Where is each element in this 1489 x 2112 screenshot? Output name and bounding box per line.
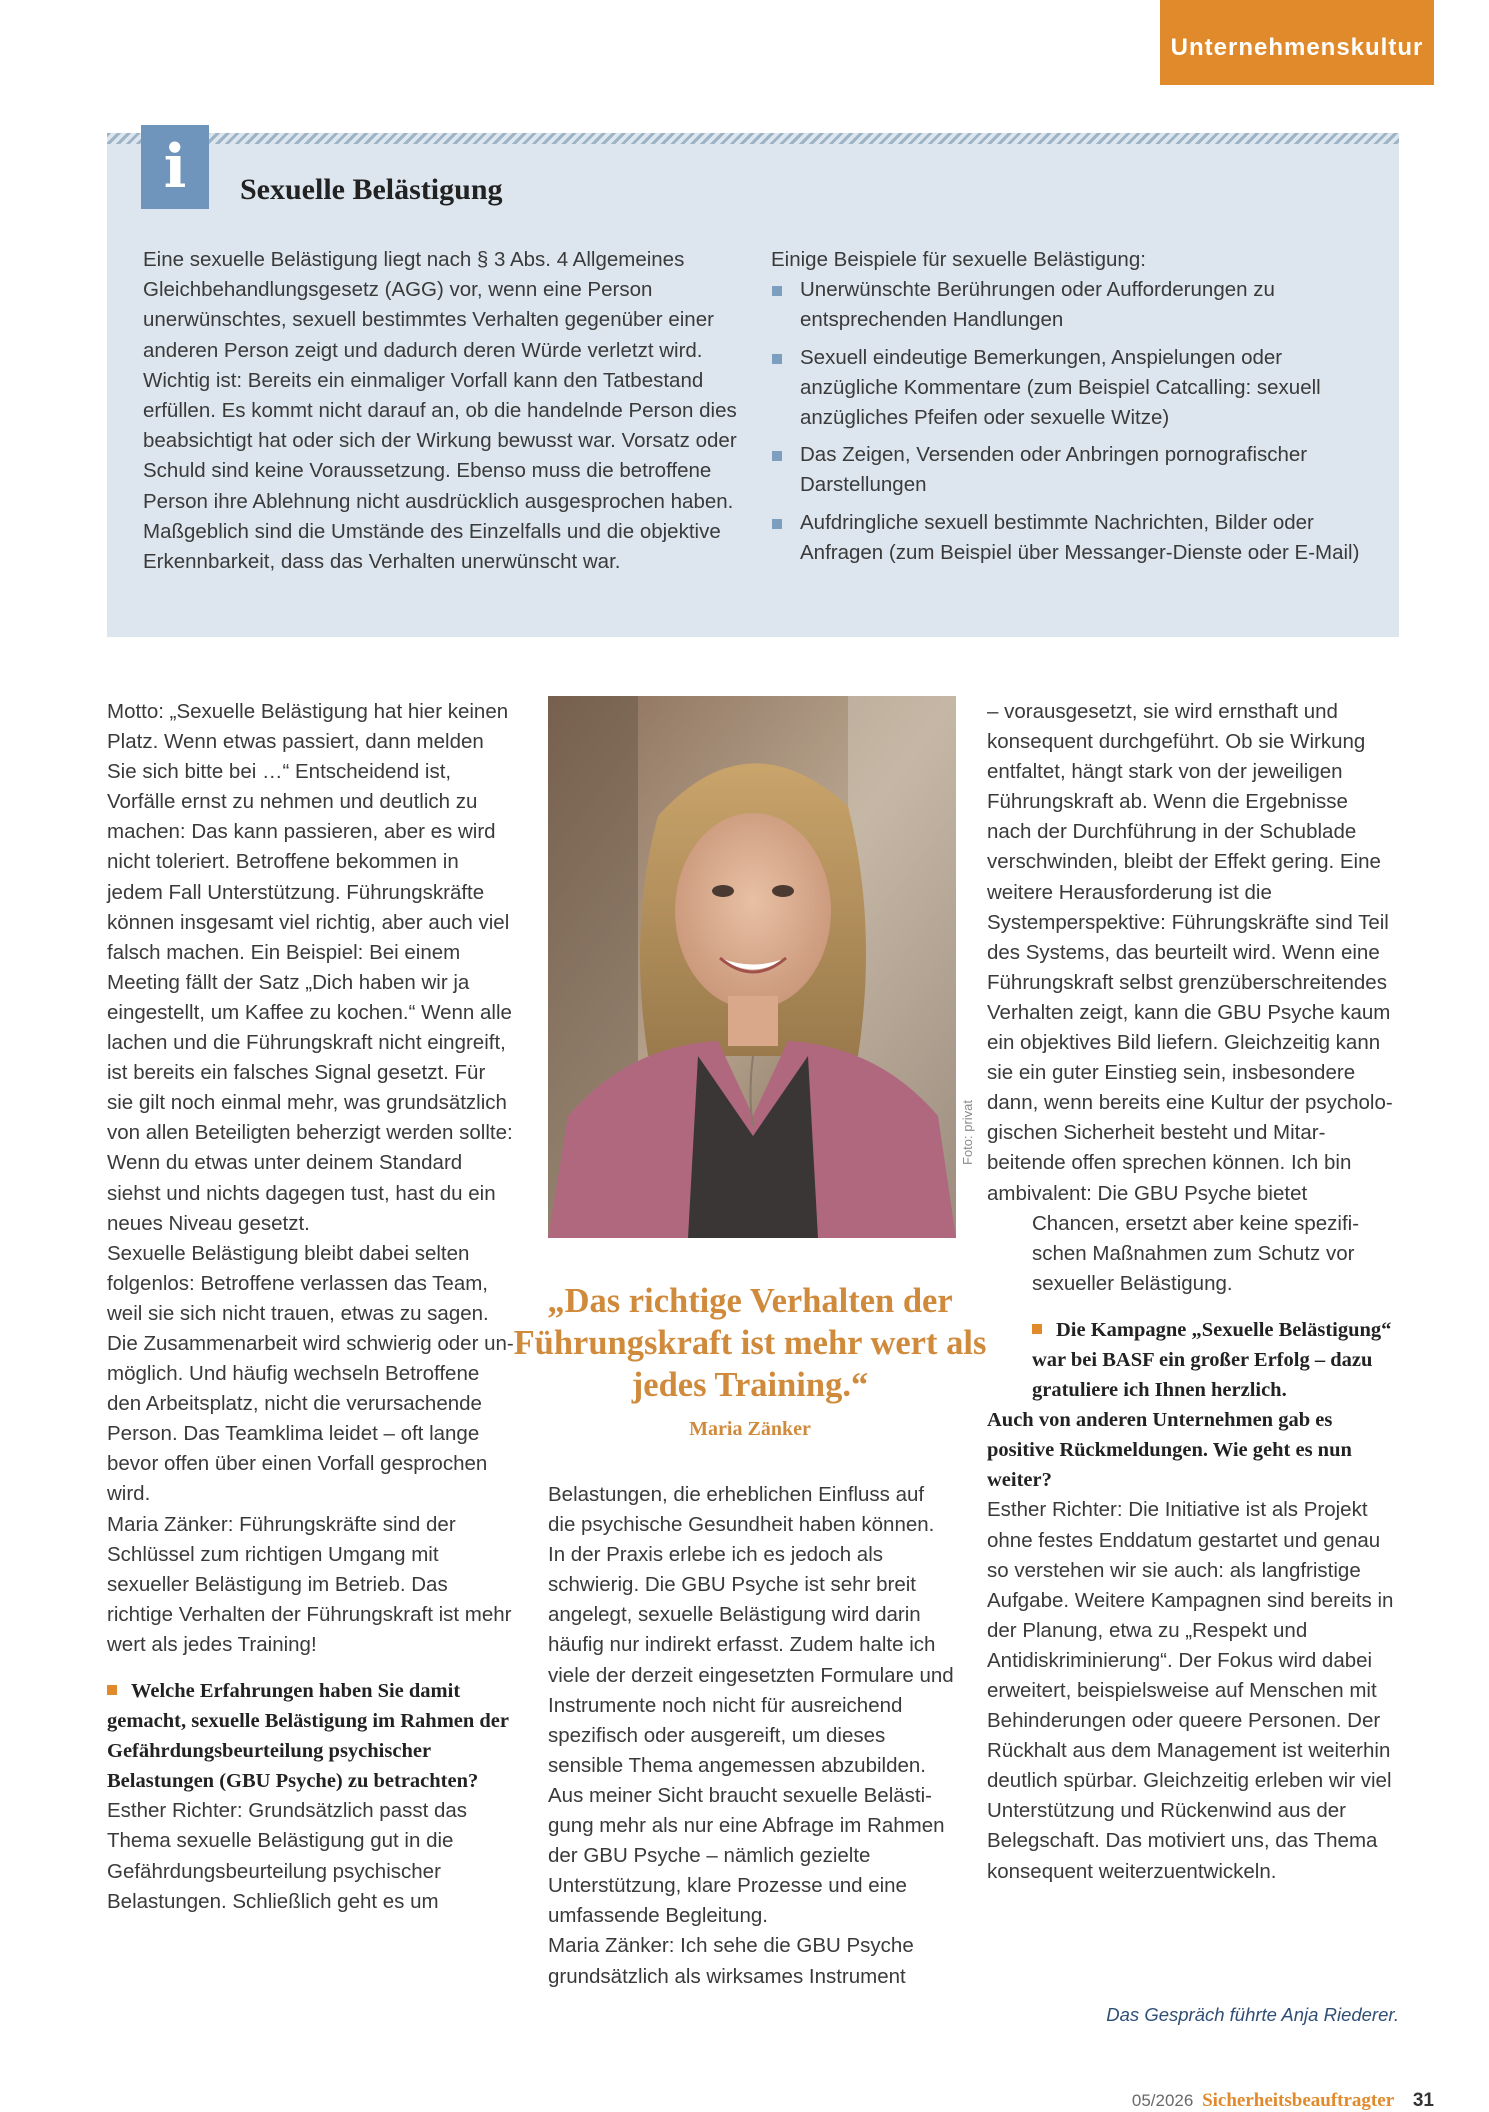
- article-column-3: [987, 697, 1395, 1887]
- paragraph: Maria Zänker: Ich sehe die GBU Psyche grundsätzlich als wirksames Instrument: [548, 1934, 914, 1988]
- paragraph: Motto: „Sexuelle Belästigung hat hier keinen Platz. Wenn etwas passiert, dann melden Sie sich bitte bei …“ Entscheidend ist, Vorfälle ernst zu nehmen und deutlich zu machen: Das kann passieren, aber es wird nicht toleriert. Betroffene bekommen in jedem Fall Unterstützung. Führungskräfte können insgesamt viel richtig, aber auch viel falsch machen. Ein Beispiel: Bei einem Meeting fällt der Satz „Dich haben wir ja eingestellt, um Kaffee zu kochen.“ Wenn alle lachen und die Führungskraft nicht eingreift, ist bereits ein falsches Signal gesetzt. Für sie gilt noch einmal mehr, was grundsätzlich von allen Beteiligten beherzigt werden sollte: Wenn du etwas unter deinem Standard siehst und nichts dagegen tust, hast du ein neues Niveau gesetzt.: [107, 700, 513, 1235]
- pull-quote-author: Maria Zänker: [689, 1418, 811, 1440]
- example-item: Unerwünschte Berührungen oder Aufforderungen zu entsprechenden Handlungen: [771, 275, 1371, 335]
- info-box: [107, 133, 1399, 637]
- paragraph: Sexuelle Belästigung bleibt dabei selten folgenlos: Betroffene verlassen das Team, weil sie sich nicht trauen, etwas zu sagen. Die Zusammenarbeit wird schwierig oder unmöglich. Und häufig wechseln Betroffene den Arbeitsplatz, nicht die verursachende Person. Das Teamklima leidet – oft lange bevor offen über einen Vorfall gesprochen wird.: [107, 1241, 514, 1506]
- photo-credit: Foto: privat: [960, 1099, 975, 1165]
- section-tag: Unternehmenskultur: [1160, 0, 1434, 85]
- paragraph: Chancen, ersetzt aber keine spezifischen Maßnahmen zum Schutz vor sexueller Belästigung.: [1032, 1211, 1360, 1295]
- interview-signature: Das Gespräch führte Anja Riederer.: [1106, 2004, 1399, 2025]
- interview-question: Welche Erfahrungen haben Sie damit gemacht, sexuelle Belästigung im Rahmen der Gefährdungsbeurteilung psychischer Belastungen (GBU Psyche) zu betrachten?: [107, 1680, 509, 1793]
- article-column-2: [548, 1480, 956, 1992]
- paragraph: Esther Richter: Die Initiative ist als Projekt ohne festes Enddatum gestartet und genau so verstehen wir sie auch: als langfristige Aufgabe. Weitere Kampagnen sind bereits in der Planung, etwa zu „Respekt und Antidiskriminierung“. Der Fokus wird dabei erweitert, beispielsweise auf Menschen mit Behinderungen oder queere Personen. Der Rückhalt aus dem Management ist weiterhin deutlich spürbar. Gleichzeitig erleben wir viel Unterstützung und Rückenwind aus der Belegschaft. Das motiviert uns, das Thema konsequent weiterzuentwickeln.: [987, 1498, 1394, 1883]
- pull-quote: „Das richtige Verhalten der Führungskraft ist mehr wert als jedes Training.“: [513, 1282, 987, 1404]
- bullet-square-icon: [772, 519, 782, 529]
- paragraph: Belastungen, die erheblichen Einfluss auf die psychische Gesundheit haben können. In der Praxis erlebe ich es jedoch als schwierig. Die GBU Psyche ist sehr breit angelegt, sexuelle Belästigung wird darin häufig nur indirekt erfasst. Zudem halte ich viele der derzeit eingesetzten Formulare und Instrumente noch nicht für ausreichend spezifisch oder ausgereift, um dieses sensible Thema angemessen abzubilden. Aus meiner Sicht braucht sexuelle Belästigung mehr als nur eine Abfrage im Rahmen der GBU Psyche – nämlich gezielte Unterstützung, klare Prozesse und eine umfassende Begleitung.: [548, 1483, 954, 1928]
- examples-list: [771, 275, 1371, 568]
- info-box-examples: [771, 245, 1371, 575]
- interview-question: Die Kampagne „Sexuelle Belästigung“ war bei BASF ein großer Erfolg – dazu gratuliere ich Ihnen herzlich. Auch von anderen Unternehmen gab es positive Rückmeldungen. Wie geht es nun weiter?: [987, 1318, 1392, 1492]
- question-marker-icon: [1032, 1324, 1042, 1334]
- bullet-square-icon: [772, 354, 782, 364]
- paragraph: Esther Richter: Grundsätzlich passt das Thema sexuelle Belästigung gut in die Gefährdungsbeurteilung psychischer Belastungen. Schließlich geht es um: [107, 1799, 468, 1913]
- example-item: Das Zeigen, Versenden oder Anbringen pornografischer Darstellungen: [771, 440, 1371, 500]
- info-box-definition: Eine sexuelle Belästigung liegt nach § 3 Abs. 4 Allgemeines Gleichbehandlungsgesetz (AGG) vor, wenn eine Person unerwünschtes, sexuell bestimmtes Verhalten gegenüber einer anderen Person zeigt und dadurch deren Würde verletzt wird. Wichtig ist: Bereits ein einmaliger Vorfall kann den Tatbestand erfüllen. Es kommt nicht darauf an, ob die handelnde Person dies beabsichtigt hat oder sich der Wirkung bewusst war. Vorsatz oder Schuld sind keine Voraussetzung. Ebenso muss die betroffene Person ihre Ablehnung nicht ausdrücklich ausgesprochen haben. Maßgeblich sind die Umstände des Einzelfalls und die objektive Erkennbarkeit, dass das Verhalten unerwünscht war.: [143, 248, 737, 574]
- portrait-photo: [548, 696, 956, 1238]
- info-icon: i: [141, 125, 209, 209]
- article-column-1: [107, 697, 515, 1917]
- example-item: Aufdringliche sexuell bestimmte Nachrichten, Bilder oder Anfragen (zum Beispiel über Messanger-Dienste oder E-Mail): [771, 508, 1371, 568]
- paragraph: – vorausgesetzt, sie wird ernsthaft und konsequent durchgeführt. Ob sie Wirkung entfaltet, hängt stark von der jeweiligen Führungskraft ab. Wenn die Ergebnisse nach der Durchführung in der Schublade verschwinden, bleibt der Effekt gering. Eine weitere Herausforderung ist die Systemperspektive: Führungskräfte sind Teil des Systems, das beurteilt wird. Wenn eine Führungskraft selbst grenzüberschreitendes Verhalten zeigt, kann die GBU Psyche kaum ein objektives Bild liefern. Gleichzeitig kann sie ein guter Einstieg sein, insbesondere dann, wenn bereits eine Kultur der psychologischen Sicherheit besteht und Mitarbeitende offen sprechen können. Ich bin ambivalent: Die GBU Psyche bietet: [987, 700, 1393, 1205]
- page-footer: [1132, 2090, 1434, 2112]
- paragraph: Maria Zänker: Führungskräfte sind der Schlüssel zum richtigen Umgang mit sexueller Belästigung im Betrieb. Das richtige Verhalten der Führungskraft ist mehr wert als jedes Training!: [107, 1512, 512, 1656]
- magazine-name: Sicherheitsbeauftragter: [1202, 2090, 1395, 2111]
- info-box-title: Sexuelle Belästigung: [240, 173, 503, 206]
- page-number: 31: [1412, 2090, 1434, 2111]
- question-marker-icon: [107, 1685, 117, 1695]
- bullet-square-icon: [772, 451, 782, 461]
- bullet-square-icon: [772, 286, 782, 296]
- examples-intro: Einige Beispiele für sexuelle Belästigung:: [771, 248, 1146, 271]
- hatched-border: [107, 133, 1399, 144]
- example-item: Sexuell eindeutige Bemerkungen, Anspielungen oder anzügliche Kommentare (zum Beispiel Catcalling: sexuell anzügliches Pfeifen oder sexuelle Witze): [771, 343, 1371, 434]
- issue-number: 05/2026: [1131, 2091, 1194, 2110]
